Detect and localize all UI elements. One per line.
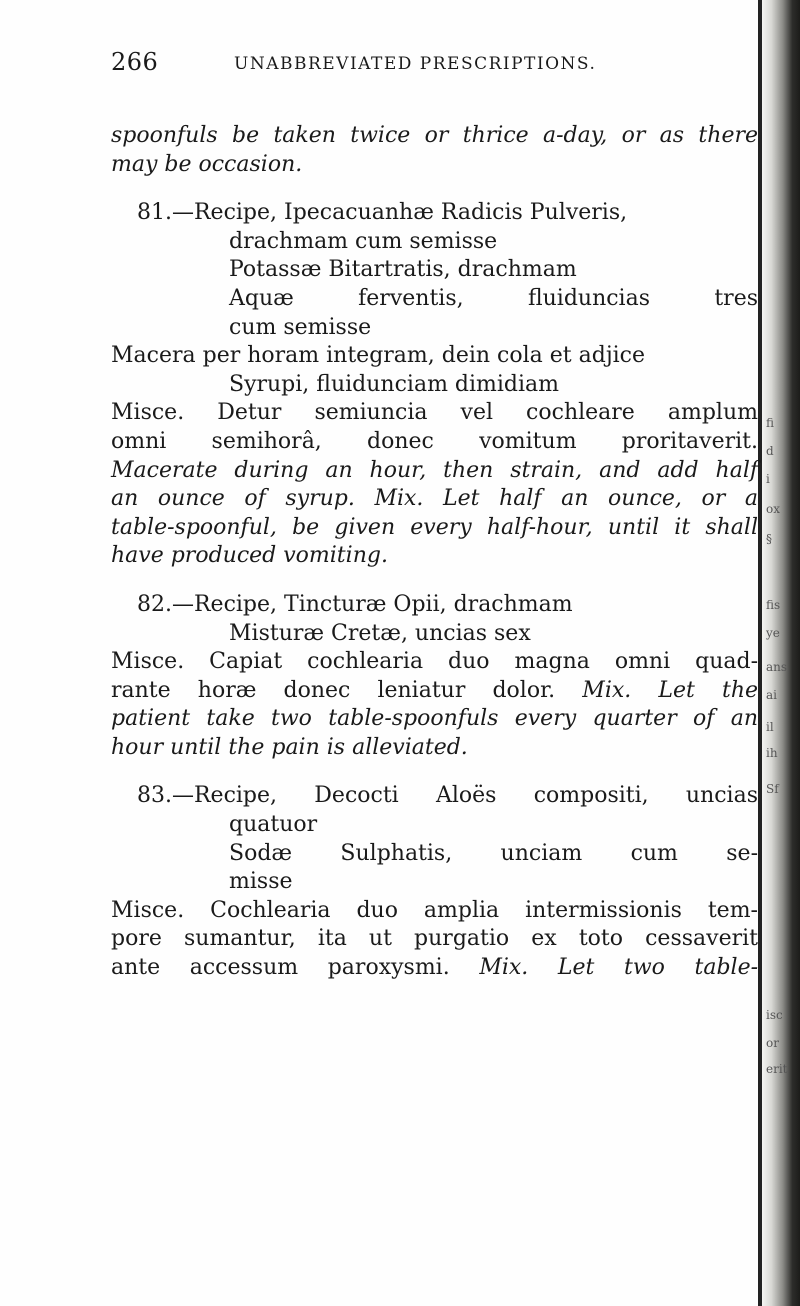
recipe-line: Potassæ Bitartratis, drachmam	[229, 257, 577, 283]
intro-line: may be occasion.	[111, 151, 303, 177]
binding-shadow	[762, 0, 800, 1306]
margin-bleed-text: isc	[766, 1008, 783, 1022]
recipe-line-with-mix	[111, 954, 758, 983]
margin-bleed-text: fis	[766, 598, 781, 612]
margin-bleed-text: ai	[766, 688, 777, 702]
recipe-83	[111, 782, 758, 982]
intro-line: spoonfuls be taken twice or thrice a-day, or as there	[111, 123, 758, 148]
recipe-line: Misturæ Cretæ, uncias sex	[229, 620, 531, 646]
page-header	[111, 48, 751, 88]
recipe-line: 81.—Recipe, Ipecacuanhæ Radicis Pulveris,	[137, 200, 628, 226]
mix-label: Mix.	[479, 955, 529, 981]
translation-line: hour until the pain is alleviated.	[111, 734, 468, 760]
recipe-line: ante accessum paroxysmi.	[111, 955, 450, 981]
margin-bleed-text: d	[766, 444, 774, 458]
mix-label: Mix.	[582, 677, 632, 703]
recipe-line: 83.—Recipe, Decocti Aloës compositi, uncias	[137, 783, 758, 809]
recipe-line: pore sumantur, ita ut purgatio ex toto cessaverit	[111, 926, 758, 952]
margin-bleed-text: il	[766, 720, 774, 734]
translation-line: an ounce of syrup. Mix. Let half an ounce, or a	[111, 486, 758, 512]
recipe-line: quatuor	[229, 812, 318, 838]
recipe-line: cum semisse	[229, 314, 372, 340]
recipe-line: drachmam cum semisse	[229, 228, 498, 254]
recipe-line: Misce. Capiat cochlearia duo magna omni quad-	[111, 649, 758, 675]
recipe-82	[111, 591, 758, 763]
margin-bleed-text: Sf	[766, 782, 779, 796]
margin-bleed-text: fi	[766, 416, 775, 430]
recipe-line: misse	[229, 869, 293, 895]
recipe-line: Syrupi, fluidunciam dimidiam	[229, 371, 560, 397]
running-head: UNABBREVIATED PRESCRIPTIONS.	[234, 54, 597, 74]
margin-bleed-text: erit	[766, 1062, 788, 1076]
recipe-line: Sodæ Sulphatis, unciam cum se-	[229, 840, 758, 866]
recipe-line: Aquæ ferventis, fluiduncias tres	[229, 285, 758, 311]
translation-line: Let the	[658, 677, 759, 703]
recipe-line: omni semihorâ, donec vomitum proritaverit.	[111, 428, 758, 454]
recipe-81	[111, 199, 758, 571]
translation-line: Macerate during an hour, then strain, and add half	[111, 457, 758, 483]
page-number: 266	[111, 48, 159, 76]
translation-line: table-spoonful, be given every half-hour, until it shall	[111, 514, 758, 540]
binding-edge	[758, 0, 762, 1306]
recipe-line: Macera per horam integram, dein cola et adjice	[111, 343, 646, 369]
page-body	[111, 122, 758, 983]
translation-line: Let two table-	[557, 955, 759, 981]
margin-bleed-text: ans	[766, 660, 788, 674]
margin-bleed-text: i	[766, 472, 770, 486]
margin-bleed-text: ih	[766, 746, 778, 760]
margin-bleed-text: or	[766, 1036, 779, 1050]
margin-bleed-text: §	[766, 532, 772, 546]
recipe-line: rante horæ donec leniatur dolor.	[111, 677, 556, 703]
recipe-line-with-mix	[111, 677, 758, 706]
translation-line: patient take two table-spoonfuls every quarter of an	[111, 706, 758, 732]
margin-bleed-text: ye	[766, 626, 780, 640]
margin-bleed-text: ox	[766, 502, 780, 516]
recipe-line: 82.—Recipe, Tincturæ Opii, drachmam	[137, 591, 573, 617]
recipe-line: Misce. Detur semiuncia vel cochleare amplum	[111, 400, 758, 426]
recipe-line: Misce. Cochlearia duo amplia intermissionis tem-	[111, 897, 758, 923]
translation-line: have produced vomiting.	[111, 543, 388, 569]
